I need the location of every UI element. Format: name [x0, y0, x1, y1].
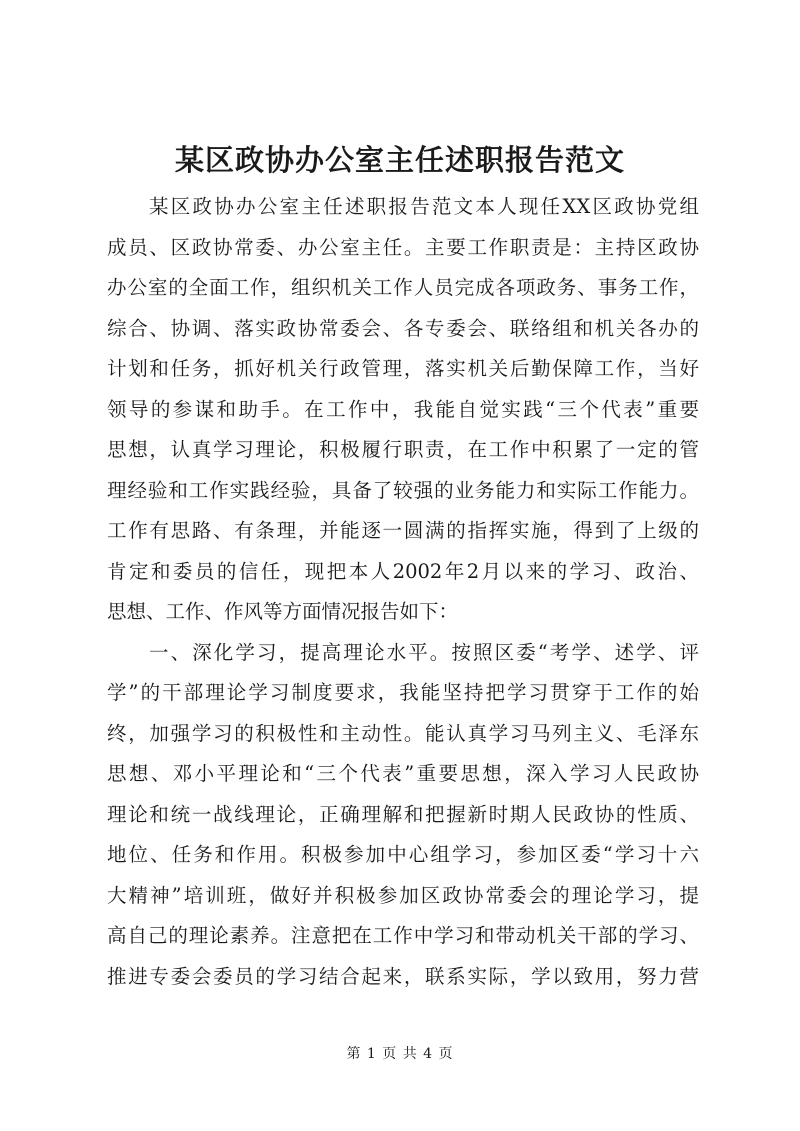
- paragraph-line: 肯定和委员的信任，现把本人2002年2月以来的学习、政治、: [107, 559, 699, 583]
- paragraph-line: 高自己的理论素养。注意把在工作中学习和带动机关干部的学习、: [107, 924, 699, 947]
- paragraph-line: 综合、协调、落实政协常委会、各专委会、联络组和机关各办的: [107, 316, 699, 340]
- paragraph-line: 学”的干部理论学习制度要求，我能坚持把学习贯穿于工作的始: [107, 681, 699, 704]
- paragraph-line: 一、深化学习，提高理论水平。按照区委“考学、述学、评: [149, 640, 699, 664]
- paragraph-line: 思想、工作、作风等方面情况报告如下：: [107, 600, 459, 623]
- document-title: 某区政协办公室主任述职报告范文: [174, 143, 625, 177]
- paragraph-line: 工作有思路、有条理，并能逐一圆满的指挥实施，得到了上级的: [107, 519, 699, 542]
- paragraph-line: 办公室的全面工作，组织机关工作人员完成各项政务、事务工作，: [107, 276, 699, 299]
- paragraph-line: 思想，认真学习理论，积极履行职责，在工作中积累了一定的管: [107, 438, 699, 461]
- paragraph-line: 推进专委会委员的学习结合起来，联系实际，学以致用，努力营: [107, 964, 699, 988]
- paragraph-line: 思想、邓小平理论和“三个代表”重要思想，深入学习人民政协: [107, 762, 699, 785]
- paragraph-line: 理经验和工作实践经验，具备了较强的业务能力和实际工作能力。: [107, 478, 699, 502]
- paragraph-line: 成员、区政协常委、办公室主任。主要工作职责是：主持区政协: [107, 235, 699, 259]
- paragraph-line: 终，加强学习的积极性和主动性。能认真学习马列主义、毛泽东: [107, 721, 699, 745]
- document-body: [107, 187, 699, 997]
- paragraph-line: 地位、任务和作用。积极参加中心组学习，参加区委“学习十六: [107, 843, 699, 866]
- paragraph-line: 计划和任务，抓好机关行政管理，落实机关后勤保障工作，当好: [107, 357, 699, 380]
- paragraph-line: 某区政协办公室主任述职报告范文本人现任XX区政协党组: [149, 195, 699, 218]
- paragraph-line: 大精神”培训班，做好并积极参加区政协常委会的理论学习，提: [107, 883, 699, 907]
- paragraph-line: 领导的参谋和助手。在工作中，我能自觉实践“三个代表”重要: [107, 397, 699, 421]
- paragraph-line: 理论和统一战线理论，正确理解和把握新时期人民政协的性质、: [107, 802, 699, 826]
- page-footer: 第 1 页 共 4 页: [346, 1046, 454, 1062]
